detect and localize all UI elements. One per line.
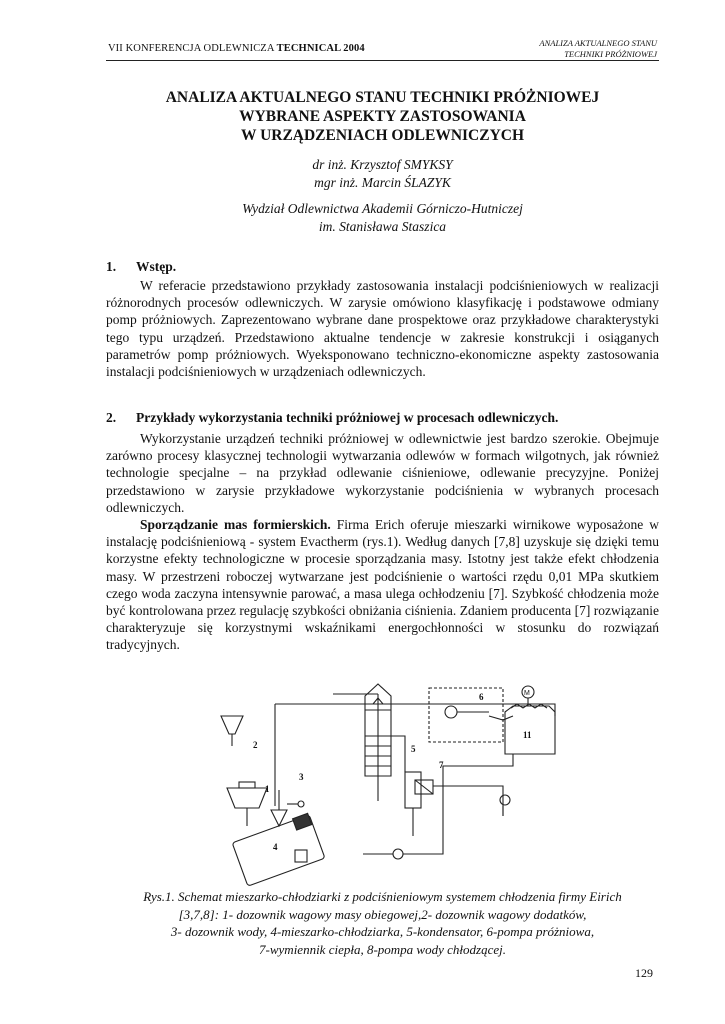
fig-label-1: 1 — [265, 784, 270, 794]
section-2-paragraph-2: Sporządzanie mas formierskich. Firma Erich oferuje mieszarki wirnikowe wyposażone w instalację podciśnieniową - system Evactherm (rys.1). Według danych [7,8] uzyskuje się dzięki temu korzystne efekty technologiczne w procesie sporządzania masy. Istotny jest także efekt chłodzenia masy. W przestrzeni roboczej wytwarzane jest podciśnienie o wartości rzędu 0,01 MPa skutkiem czego woda zaczyna intensywnie parować, a masa ulega ochłodzeniu [7]. Szybkość chłodzenia może być kontrolowana przez regulację szybkości obniżania ciśnienia. Zdaniem producenta [7] rozwiązanie charakteryzuje się korzystnymi wskaźnikami energochłonności w stosunku do rozwiązań tradycyjnych. — [106, 517, 659, 653]
header-rule — [106, 60, 659, 61]
running-header-right: ANALIZA AKTUALNEGO STANU TECHNIKI PRÓŻNIOWEJ — [539, 38, 657, 59]
section-1-text: W referacie przedstawiono przykłady zastosowania instalacji podciśnieniowych w realizacji różnorodnych procesów odlewniczych. W zarysie omówiono klasyfikację i podstawowe odmiany pomp próżniowych. Zaprezentowano wybrane dane prospektowe oraz przykładowe charakterystyki tego typu urządzeń. Przedstawiono aktualne tendencje w zakresie konstrukcji i osiąganych parametrów pomp próżniowych. Wyeksponowano techniczno-ekonomiczne aspekty zastosowania instalacji podciśnieniowych w urządzeniach odlewniczych. — [106, 278, 659, 380]
fig-label-6: 6 — [479, 692, 484, 702]
mixer-cooler-schematic — [213, 676, 558, 888]
affiliation: Wydział Odlewnictwa Akademii Górniczo-Hutniczej im. Stanisława Staszica — [242, 201, 523, 234]
water-pump — [393, 849, 403, 859]
section-2-heading: 2. Przykłady wykorzystania techniki próżniowej w procesach odlewniczych. — [106, 410, 559, 425]
paper-title: ANALIZA AKTUALNEGO STANU TECHNIKI PRÓŻNIOWEJ WYBRANE ASPEKTY ZASTOSOWANIA W URZĄDZENIACH ODLEWNICZYCH — [165, 89, 600, 144]
page-number: 129 — [635, 966, 653, 980]
running-header-left: VII KONFERENCJA ODLEWNICZA TECHNICAL 2004 — [108, 43, 365, 54]
fig-label-5: 5 — [411, 744, 416, 754]
fig-label-3: 3 — [299, 772, 304, 782]
fig-label-motor: M — [524, 690, 530, 697]
section-2-text: Wykorzystanie urządzeń techniki próżniowej w odlewnictwie jest bardzo szerokie. Obejmuje zarówno procesy klasycznej technologii wytwarzania odlewów w formach wilgotnych, jak również technologie specjalne – na przykład odlewanie ciśnieniowe, odlewanie precyzyjne. Poniżej przedstawiono w zarysie przykładowe wykorzystanie podciśnienia w wybranych procesach odlewniczych. Sporządzanie mas formierskich. Firma Erich oferuje mieszarki wirnikowe wyposażone w instalację podciśnieniową - system Evactherm (rys.1). Według danych [7,8] uzyskuje się dzięki temu korzystne efekty technologiczne w procesie sporządzania masy. Istotny jest także efekt chłodzenia masy. W przestrzeni roboczej wytwarzane jest podciśnienie o wartości rzędu 0,01 MPa skutkiem czego woda zaczyna intensywnie parować, a masa ulega ochłodzeniu [7]. Szybkość chłodzenia może być kontrolowana przez regulację szybkości obniżania ciśnienia. Zdaniem producenta [7] rozwiązanie charakteryzuje się korzystnymi wskaźnikami energochłonności w stosunku do rozwiązań tradycyjnych. — [106, 431, 659, 653]
dosing-unit-1 — [227, 788, 267, 808]
fig-label-4: 4 — [273, 842, 278, 852]
fig-label-11: 11 — [523, 730, 532, 740]
condenser-5 — [405, 772, 421, 808]
fig-label-2: 2 — [253, 740, 258, 750]
authors: dr inż. Krzysztof SMYKSY mgr inż. Marcin ŚLAZYK — [312, 157, 453, 190]
vacuum-pump-6 — [429, 688, 503, 742]
hopper-2 — [221, 716, 243, 734]
figure-caption: Rys.1. Schemat mieszarko-chłodziarki z podciśnieniowym systemem chłodzenia firmy Eirich [3,7,8]: 1- dozownik wagowy masy obiegowej,2- dozownik wagowy dodatków, 3- dozownik wody, 4-mieszarko-chłodziarka, 5-kondensator, 6-pompa próżniowa, 7-wymiennik ciepła, 8-pompa wody chłodzącej. — [143, 889, 622, 957]
section-1-heading: 1. Wstęp. — [106, 259, 177, 274]
fig-label-7: 7 — [439, 760, 444, 770]
